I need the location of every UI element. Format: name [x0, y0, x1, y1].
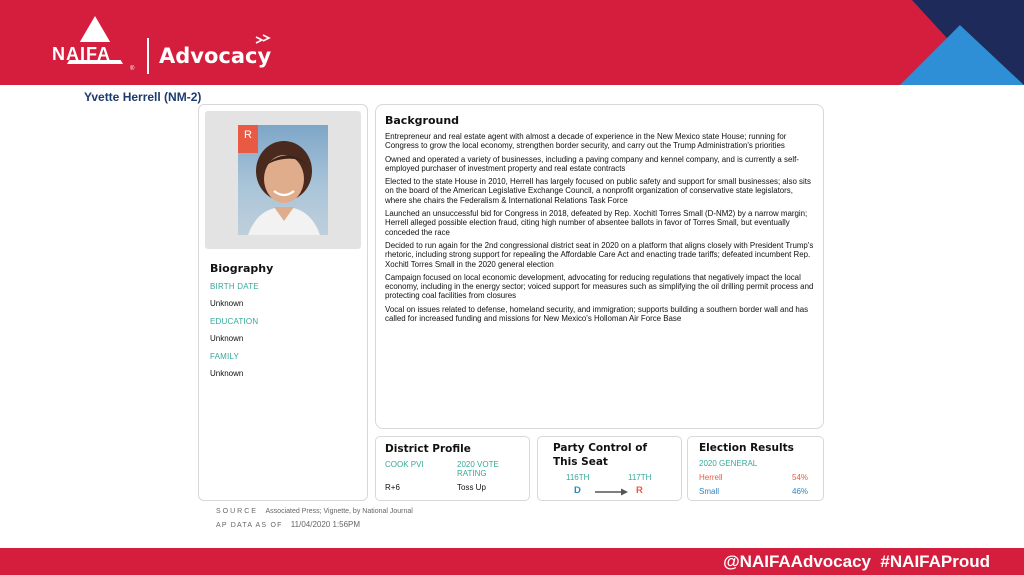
page-title: Yvette Herrell (NM-2) — [84, 90, 202, 104]
vote-rating-label-line1: 2020 VOTE — [457, 460, 499, 469]
family-label: FAMILY — [210, 352, 240, 361]
ap-data-line — [216, 520, 360, 529]
district-profile-card — [375, 436, 530, 501]
education-label: EDUCATION — [210, 317, 259, 326]
party-control-card — [537, 436, 682, 501]
background-paragraph: Campaign focused on local economic development, advocating for reducing regulations that negatively impact the local economy, including in the energy sector; voiced support for measures such as simplifying the oil drilling permit process and protecting coal facilities from closures — [385, 272, 814, 301]
registered-mark: ® — [130, 66, 135, 72]
photo-frame — [205, 111, 361, 249]
to-party: R — [636, 485, 643, 496]
birth-date-value: Unknown — [210, 299, 244, 308]
footer-hashtags-text: @NAIFAAdvocacy #NAIFAProud — [723, 552, 990, 571]
source-text: Associated Press; Vignette, by National Journal — [265, 508, 413, 515]
district-profile-heading: District Profile — [385, 443, 471, 455]
cook-pvi-label: COOK PVI — [385, 460, 424, 469]
ap-data-timestamp: 11/04/2020 1:56PM — [290, 520, 361, 529]
candidate-name: Herrell — [699, 473, 723, 482]
background-paragraph: Owned and operated a variety of businesses, including a paving company and kennel company, and is currently a self-employed purchaser of investment property and real estate contracts — [385, 154, 799, 173]
background-paragraph: Decided to run again for the 2nd congressional district seat in 2020 on a platform that aligns closely with President Trump's rhetoric, including strong support for repealing the Affordable Care Act and enacting trade tariffs; defeated incumbent Rep. Xochitl Torres Small in the 2020 general election — [385, 240, 814, 269]
election-results-card — [687, 436, 824, 501]
header-decoration-shapes — [0, 0, 1024, 85]
cook-pvi-value: R+6 — [385, 483, 400, 492]
party-badge: R — [238, 125, 258, 153]
background-paragraph: Entrepreneur and real estate agent with almost a decade of experience in the New Mexico state House; running for Congress to grow the local economy, strengthen border security, and carry out the Trump Administration's priorities — [385, 132, 787, 151]
footer-banner — [0, 548, 1024, 575]
right-arrow-icon — [595, 487, 629, 497]
candidate-percent: 54% — [792, 473, 809, 482]
biography-card — [198, 104, 368, 501]
vote-rating-label-line2: RATING — [457, 469, 487, 478]
background-heading: Background — [385, 114, 460, 127]
portrait-photo — [238, 125, 328, 235]
ap-data-label: AP DATA AS OF — [216, 522, 283, 529]
background-paragraph: Elected to the state House in 2010, Herrell has largely focused on public safety and support for small businesses; also sits on the board of the American Legislative Exchange Council, a nonprofit organization of conservative state legislators, where she chairs the Federalism & International Relations Task Force — [385, 177, 811, 205]
party-control-heading-line1: Party Control of — [553, 442, 648, 454]
congress-116-label: 116TH — [566, 473, 590, 482]
birth-date-label: BIRTH DATE — [210, 282, 259, 291]
logo-text: NAIFA — [52, 44, 111, 64]
logo-divider — [147, 38, 149, 74]
background-paragraph: Vocal on issues related to defense, homeland security, and immigration; supports building a southern border wall and has called for increased funding and missions for New Mexico's Holloman Air Force Base — [385, 304, 809, 324]
candidate-name: Small — [699, 487, 720, 496]
vote-rating-value: Toss Up — [457, 483, 486, 492]
congress-117-label: 117TH — [628, 473, 652, 482]
education-value: Unknown — [210, 334, 244, 343]
background-paragraph: Launched an unsuccessful bid for Congress in 2018, defeated by Rep. Xochitl Torres Small (D-NM2) by a narrow margin; Herrell alleged possible election fraud, citing high number of absentee ballots in favor of Torres Small, but eventually conceded the race — [385, 209, 808, 237]
background-card — [375, 104, 824, 429]
chevron-arrows-icon — [253, 34, 273, 50]
from-party: D — [574, 485, 581, 496]
election-type-label: 2020 GENERAL — [699, 459, 758, 468]
family-value: Unknown — [210, 369, 244, 378]
source-line — [216, 508, 413, 515]
party-control-heading-line2: This Seat — [553, 456, 608, 468]
background-list — [385, 132, 815, 327]
source-label: SOURCE — [216, 508, 258, 515]
biography-heading: Biography — [210, 262, 274, 275]
election-results-heading: Election Results — [699, 442, 794, 454]
header-banner — [0, 0, 1024, 85]
section-title: Advocacy — [159, 44, 272, 68]
footer-hashtags — [723, 552, 990, 572]
candidate-percent: 46% — [792, 487, 809, 496]
